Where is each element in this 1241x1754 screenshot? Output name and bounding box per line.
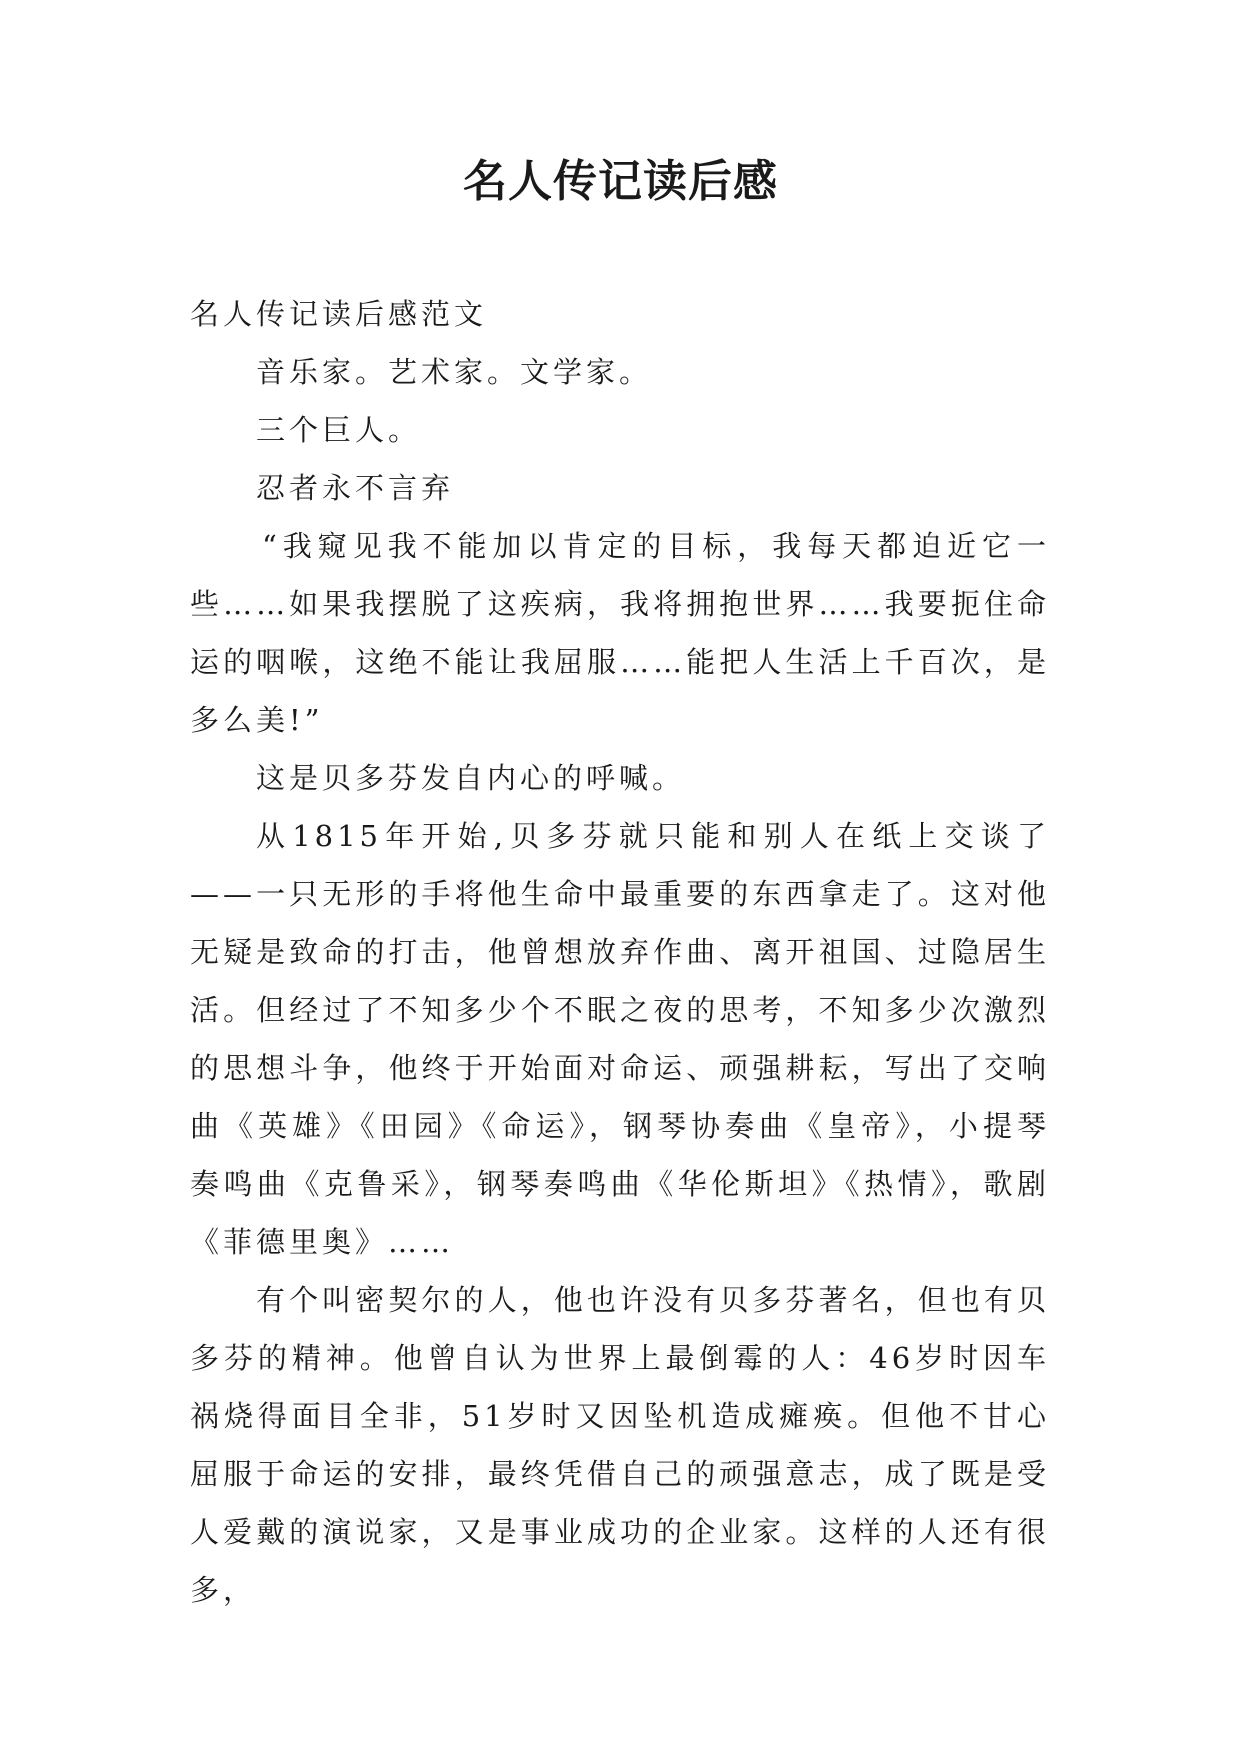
paragraph: 忍者永不言弃	[256, 471, 455, 505]
paragraph: 有个叫密契尔的人，他也许没有贝多芬著名，但也有贝多芬的精神。他曾自认为世界上最倒霉的人：46岁时因车祸烧得面目全非，51岁时又因坠机造成瘫痪。但他不甘心屈服于命运的安排，最终凭借自己的顽强意志，成了既是受人爱戴的演说家，又是事业成功的企业家。这样的人还有很多，	[190, 1283, 1050, 1607]
document-title: 名人传记读后感	[463, 156, 778, 207]
subtitle-paragraph: 名人传记读后感范文	[190, 297, 488, 331]
paragraph: 从1815年开始,贝多芬就只能和别人在纸上交谈了——一只无形的手将他生命中最重要的东西拿走了。这对他无疑是致命的打击，他曾想放弃作曲、离开祖国、过隐居生活。但经过了不知多少个不眠之夜的思考，不知多少次激烈的思想斗争，他终于开始面对命运、顽强耕耘，写出了交响曲《英雄》《田园》《命运》，钢琴协奏曲《皇帝》，小提琴奏鸣曲《克鲁采》，钢琴奏鸣曲《华伦斯坦》《热情》，歌剧《菲德里奥》……	[190, 819, 1050, 1259]
quote-paragraph: “我窥见我不能加以肯定的目标，我每天都迫近它一些……如果我摆脱了这疾病，我将拥抱世界……我要扼住命运的咽喉，这绝不能让我屈服……能把人生活上千百次，是多么美!”	[190, 529, 1050, 737]
document-body	[190, 285, 1050, 1619]
paragraph: 音乐家。艺术家。文学家。	[256, 355, 653, 389]
paragraph: 三个巨人。	[256, 413, 422, 447]
paragraph: 这是贝多芬发自内心的呼喊。	[256, 761, 686, 795]
